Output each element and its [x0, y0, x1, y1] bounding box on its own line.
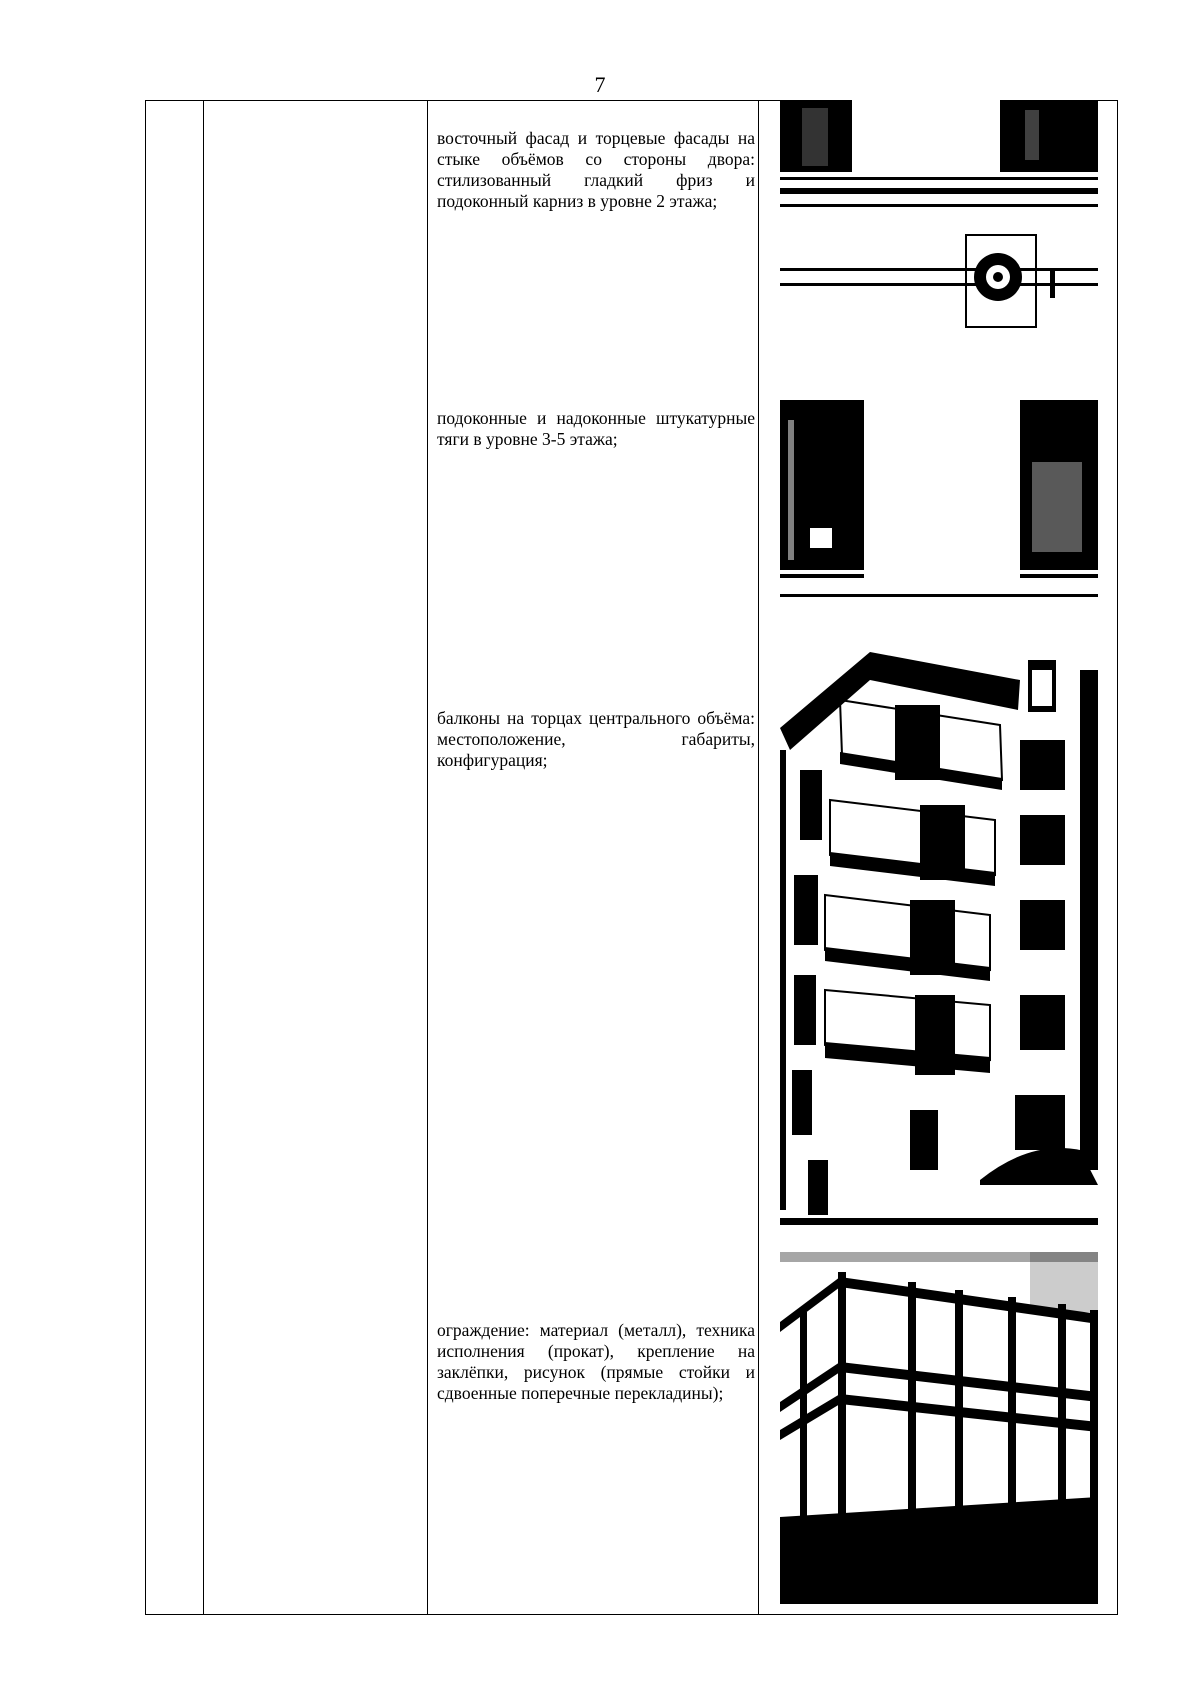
- column-divider: [427, 101, 428, 1614]
- row-description: балконы на торцах центрального объёма: местоположение, габариты, конфигурация;: [437, 708, 755, 770]
- page-number: 7: [594, 72, 606, 97]
- row-description: подоконные и надоконные штукатурные тяги в уровне 3-5 этажа;: [437, 408, 755, 449]
- balconies-photo: [780, 640, 1098, 1225]
- railing-photo: [780, 1252, 1098, 1604]
- facade-frieze-image: [780, 100, 1098, 330]
- window-moldings-photo: [780, 400, 1098, 598]
- row-description: восточный фасад и торцевые фасады на стыке объёмов со стороны двора: стилизованный гладкий фриз и подоконный карниз в уровне 2 этажа;: [437, 128, 755, 211]
- row-description: ограждение: материал (металл), техника исполнения (прокат), крепление на заклёпки, рисунок (прямые стойки и сдвоенные поперечные перекладины);: [437, 1320, 755, 1403]
- facade-frieze-photo: [780, 100, 1098, 330]
- balconies-image: [780, 640, 1098, 1225]
- column-divider: [203, 101, 204, 1614]
- railing-image: [780, 1252, 1098, 1604]
- window-moldings-image: [780, 400, 1098, 598]
- column-divider: [758, 101, 759, 1614]
